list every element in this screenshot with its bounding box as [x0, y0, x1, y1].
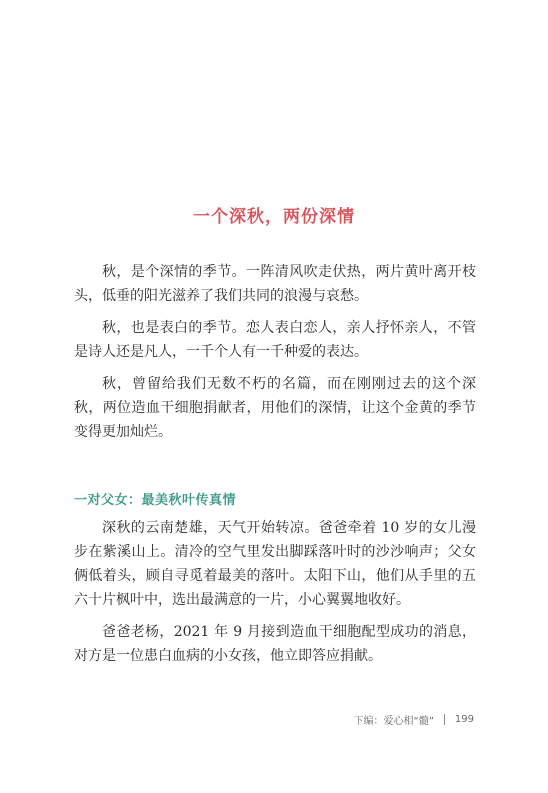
page-footer [354, 712, 474, 727]
paragraph: 秋，是个深情的季节。一阵清风吹走伏热，两片黄叶离开枝头，低垂的阳光滋养了我们共同的浪漫与哀愁。 [74, 264, 476, 304]
chapter-title: 一个深秋，两份深情 [193, 207, 355, 227]
footer-section-label: 下编：爱心相“髓” [353, 716, 434, 727]
section-heading: 一对父女：最美秋叶传真情 [74, 493, 237, 508]
paragraph: 深秋的云南楚雄，天气开始转凉。爸爸牵着 10 岁的女儿漫步在紫溪山上。清冷的空气里发出脚踩落叶时的沙沙响声；父女俩低着头，顾自寻觅着最美的落叶。太阳下山，他们从手里的五六十片枫叶中，选出最满意的一片，小心翼翼地收好。 [74, 520, 476, 608]
footer-divider [444, 714, 445, 725]
page-number: 199 [454, 714, 474, 725]
intro-text [74, 260, 476, 452]
paragraph: 秋，也是表白的季节。恋人表白恋人，亲人抒怀亲人，不管是诗人还是凡人，一千个人有一千种爱的表达。 [74, 320, 476, 360]
paragraph: 秋，曾留给我们无数不朽的名篇，而在刚刚过去的这个深秋，两位造血干细胞捐献者，用他们的深情，让这个金黄的季节变得更加灿烂。 [74, 376, 476, 440]
section-text [74, 516, 476, 676]
paragraph: 爸爸老杨，2021 年 9 月接到造血干细胞配型成功的消息，对方是一位患白血病的小女孩，他立即答应捐献。 [74, 624, 476, 664]
